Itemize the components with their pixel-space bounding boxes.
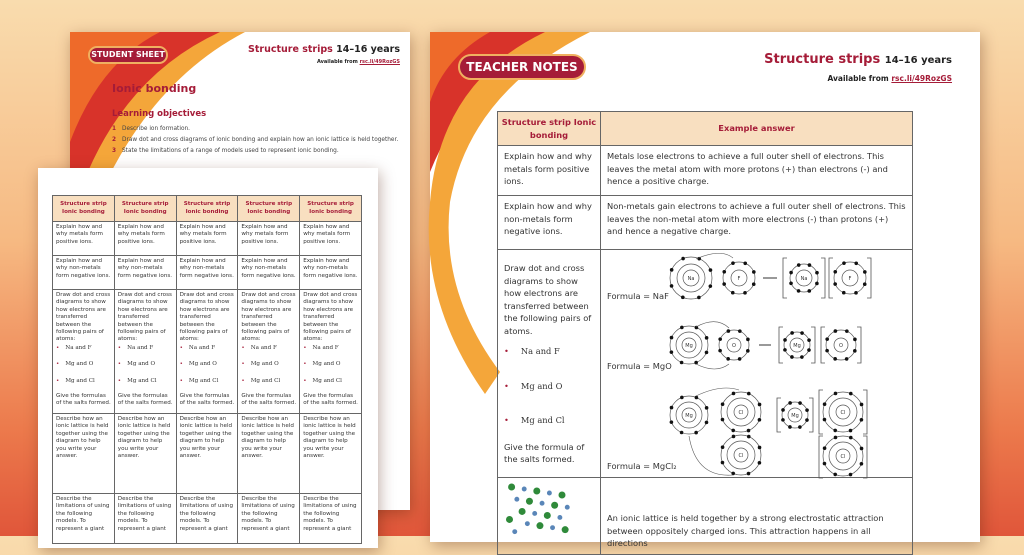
atom-diagram [670, 326, 709, 365]
pair-item: • Mg and O [504, 380, 563, 391]
svg-text:Mg: Mg [793, 343, 801, 349]
answer-cell: Non-metals gain electrons to achieve a full outer shell of electrons. This leaves the non-metal atom with more electrons (-) than protons (+) and hence a negative charge. [601, 196, 913, 250]
question-cell: Explain how and why metals form positive ions. [498, 146, 601, 196]
strip-cell: Explain how and why metals form positive ions. [238, 222, 300, 256]
series-title: Structure strips 14–16 years [764, 52, 952, 67]
strip-header: Structure strip Ionic bonding [114, 196, 176, 222]
strip-cell [53, 290, 115, 414]
lattice-ion [551, 502, 558, 509]
atom-diagram [670, 396, 709, 435]
dot-cross-prompt: Draw dot and cross diagrams to show how electrons are transferred between the following pairs of atoms: [117, 292, 172, 343]
lattice-cell [498, 478, 601, 555]
pair-item: • Mg and Cl [56, 377, 95, 384]
pair-item: • Mg and O [303, 361, 341, 368]
strip-cell: Describe how an ionic lattice is held together using the diagram to help you write your answer. [300, 414, 362, 494]
lattice-ion [525, 521, 530, 526]
give-formulas: Give the formulas of the salts formed. [241, 393, 297, 407]
lattice-ion [533, 488, 540, 495]
lattice-ion [526, 498, 533, 505]
pair-item: • Mg and Cl [241, 377, 281, 384]
lattice-ion [532, 511, 537, 516]
atom-diagram [823, 392, 864, 433]
svg-text:Mg: Mg [685, 343, 693, 349]
teacher-notes-badge: TEACHER NOTES [458, 54, 586, 80]
lattice-ion [550, 525, 555, 530]
lattice-ion [508, 484, 515, 491]
objective-item: 1 Describe ion formation. [112, 126, 191, 132]
strip-cell: Describe the limitations of using the following models. To represent a giant [238, 494, 300, 544]
pair-item: • Mg and Cl [117, 377, 157, 384]
sheet-title: Ionic bonding [112, 82, 197, 95]
strip-cell [114, 290, 176, 414]
formula-naf: Formula = NaF [607, 291, 669, 301]
svg-text:F: F [848, 276, 852, 282]
lattice-ion [506, 516, 513, 523]
dot-cross-prompt: Draw dot and cross diagrams to show how electrons are transferred between the following pairs of atoms: [241, 292, 296, 343]
series-title: Structure strips 14–16 years [248, 44, 400, 55]
svg-text:O: O [732, 343, 736, 349]
svg-text:Na: Na [687, 276, 695, 282]
atom-diagram [825, 329, 856, 360]
strip-cell: Explain how and why metals form positive ions. [176, 222, 238, 256]
dot-cross-prompt: Draw dot and cross diagrams to show how electrons are transferred between the following pairs of atoms: [56, 292, 111, 343]
strip-header: Structure strip Ionic bonding [238, 196, 300, 222]
strip-cell [300, 290, 362, 414]
strip-cell: Describe the limitations of using the following models. To represent a giant [300, 494, 362, 544]
pair-item: • Mg and Cl [179, 377, 219, 384]
question-cell: Explain how and why non-metals form negative ions. [498, 196, 601, 250]
strip-cell: Describe how an ionic lattice is held together using the diagram to help you write your answer. [53, 414, 115, 494]
strip-cell: Explain how and why non-metals form negative ions. [53, 256, 115, 290]
give-formula: Give the formula of the salts formed. [504, 441, 585, 464]
answer-cell: An ionic lattice is held together by a strong electrostatic attraction between oppositely charged ions. This attraction happens in all directions [601, 478, 913, 555]
svg-text:Mg: Mg [791, 413, 799, 419]
atom-diagram [781, 401, 809, 429]
objective-item: 3 State the limitations of a range of models used to represent ionic bonding. [112, 148, 339, 154]
atom-diagram [721, 392, 762, 433]
lattice-ion [562, 526, 569, 533]
strip-header: Structure strip Ionic bonding [300, 196, 362, 222]
ionic-lattice-image [504, 482, 594, 542]
lattice-ion [514, 497, 519, 502]
lattice-ion [565, 505, 570, 510]
answer-cell: Metals lose electrons to achieve a full outer shell of electrons. This leaves the metal atom with more protons (+) than electrons (-) and hence a positive charge. [601, 146, 913, 196]
strip-cell [238, 290, 300, 414]
svg-text:Mg: Mg [685, 413, 693, 419]
svg-text:Cl: Cl [840, 410, 846, 416]
strip-cell: Explain how and why metals form positive ions. [300, 222, 362, 256]
pair-item: • Mg and O [179, 361, 217, 368]
pair-item: • Mg and Cl [504, 415, 565, 425]
svg-text:Cl: Cl [738, 410, 744, 416]
strip-cell: Describe how an ionic lattice is held together using the diagram to help you write your answer. [114, 414, 176, 494]
lattice-ion [519, 508, 526, 515]
pair-item: • Mg and Cl [303, 377, 342, 384]
formula-mgo: Formula = MgO [607, 361, 672, 371]
teacher-notes-page [430, 32, 980, 548]
lattice-ion [544, 512, 551, 519]
atom-diagram [670, 257, 713, 300]
strip-cell: Explain how and why non-metals form negative ions. [300, 256, 362, 290]
pair-item: • Na and F [241, 344, 277, 351]
strip-cell: Describe the limitations of using the following models. To represent a giant [114, 494, 176, 544]
strip-cell: Explain how and why metals form positive ions. [114, 222, 176, 256]
objective-item: 2 Draw dot and cross diagrams of ionic bonding and explain how an ionic lattice is held together. [112, 137, 399, 143]
atom-diagram [718, 329, 749, 360]
svg-text:F: F [737, 276, 741, 282]
strip-cell [176, 290, 238, 414]
lattice-ion [557, 515, 562, 520]
strip-cell: Explain how and why metals form positive ions. [53, 222, 115, 256]
dot-cross-prompt: Draw dot and cross diagrams to show how electrons are transferred between the following pairs of atoms: [179, 292, 234, 343]
pair-item: • Mg and O [56, 361, 94, 368]
strip-header: Structure strip Ionic bonding [53, 196, 115, 222]
pair-item: • Na and F [117, 344, 154, 351]
available-from: Available from rsc.li/49RozGS [827, 74, 952, 83]
strips-table [52, 195, 362, 544]
give-formulas: Give the formulas of the salts formed. [117, 393, 173, 407]
diagram-cell [601, 250, 913, 478]
give-formulas: Give the formulas of the salts formed. [179, 393, 235, 407]
atom-diagram [721, 435, 762, 476]
strip-cell: Describe the limitations of using the following models. To represent a giant [53, 494, 115, 544]
lattice-ion [522, 487, 527, 492]
student-sheet-badge: STUDENT SHEET [88, 46, 168, 64]
give-formulas: Give the formulas of the salts formed. [56, 393, 111, 407]
strip-cell: Describe how an ionic lattice is held together using the diagram to help you write your answer. [176, 414, 238, 494]
formula-mgcl2: Formula = MgCl₂ [607, 461, 677, 471]
pair-item: • Mg and O [117, 361, 156, 368]
atom-diagram [722, 261, 755, 294]
strip-cell: Explain how and why non-metals form negative ions. [114, 256, 176, 290]
structure-strips-page [38, 168, 378, 548]
atom-diagram [789, 263, 819, 293]
lattice-ion [547, 491, 552, 496]
strip-cell: Explain how and why non-metals form negative ions. [176, 256, 238, 290]
pair-item: • Mg and O [241, 361, 279, 368]
svg-text:O: O [839, 343, 843, 349]
lattice-ion [512, 529, 517, 534]
pair-item: • Na and F [56, 344, 92, 351]
pair-item: • Na and F [179, 344, 216, 351]
rsc-link[interactable]: rsc.li/49RozGS [891, 74, 952, 83]
svg-text:Cl: Cl [738, 453, 744, 459]
strip-header: Structure strip Ionic bonding [176, 196, 238, 222]
svg-text:Na: Na [800, 276, 808, 282]
question-cell [498, 250, 601, 478]
lattice-ion [540, 501, 545, 506]
atom-diagram [783, 331, 811, 359]
pair-item: • Na and F [504, 346, 560, 356]
atom-diagram [833, 261, 866, 294]
rsc-link[interactable]: rsc.li/49RozGS [359, 59, 400, 65]
available-from: Available from rsc.li/49RozGS [316, 59, 400, 65]
give-formulas: Give the formulas of the salts formed. [303, 393, 358, 407]
dot-cross-question: Draw dot and cross diagrams to show how electrons are transferred between the following pairs of atoms. [504, 263, 592, 336]
svg-text:Cl: Cl [840, 454, 846, 460]
lattice-ion [536, 522, 543, 529]
atom-diagram [823, 436, 864, 477]
strip-cell: Describe the limitations of using the following models. To represent a giant [176, 494, 238, 544]
dot-cross-prompt: Draw dot and cross diagrams to show how electrons are transferred between the following pairs of atoms: [303, 292, 358, 343]
strip-cell: Explain how and why non-metals form negative ions. [238, 256, 300, 290]
teacher-table [497, 111, 913, 555]
col-header-strip: Structure strip Ionic bonding [498, 112, 601, 146]
col-header-answer: Example answer [601, 112, 913, 146]
objectives-heading: Learning objectives [112, 109, 207, 119]
objectives-list [112, 124, 402, 157]
pair-item: • Na and F [303, 344, 339, 351]
lattice-ion [559, 492, 566, 499]
strip-cell: Describe how an ionic lattice is held together using the diagram to help you write your answer. [238, 414, 300, 494]
